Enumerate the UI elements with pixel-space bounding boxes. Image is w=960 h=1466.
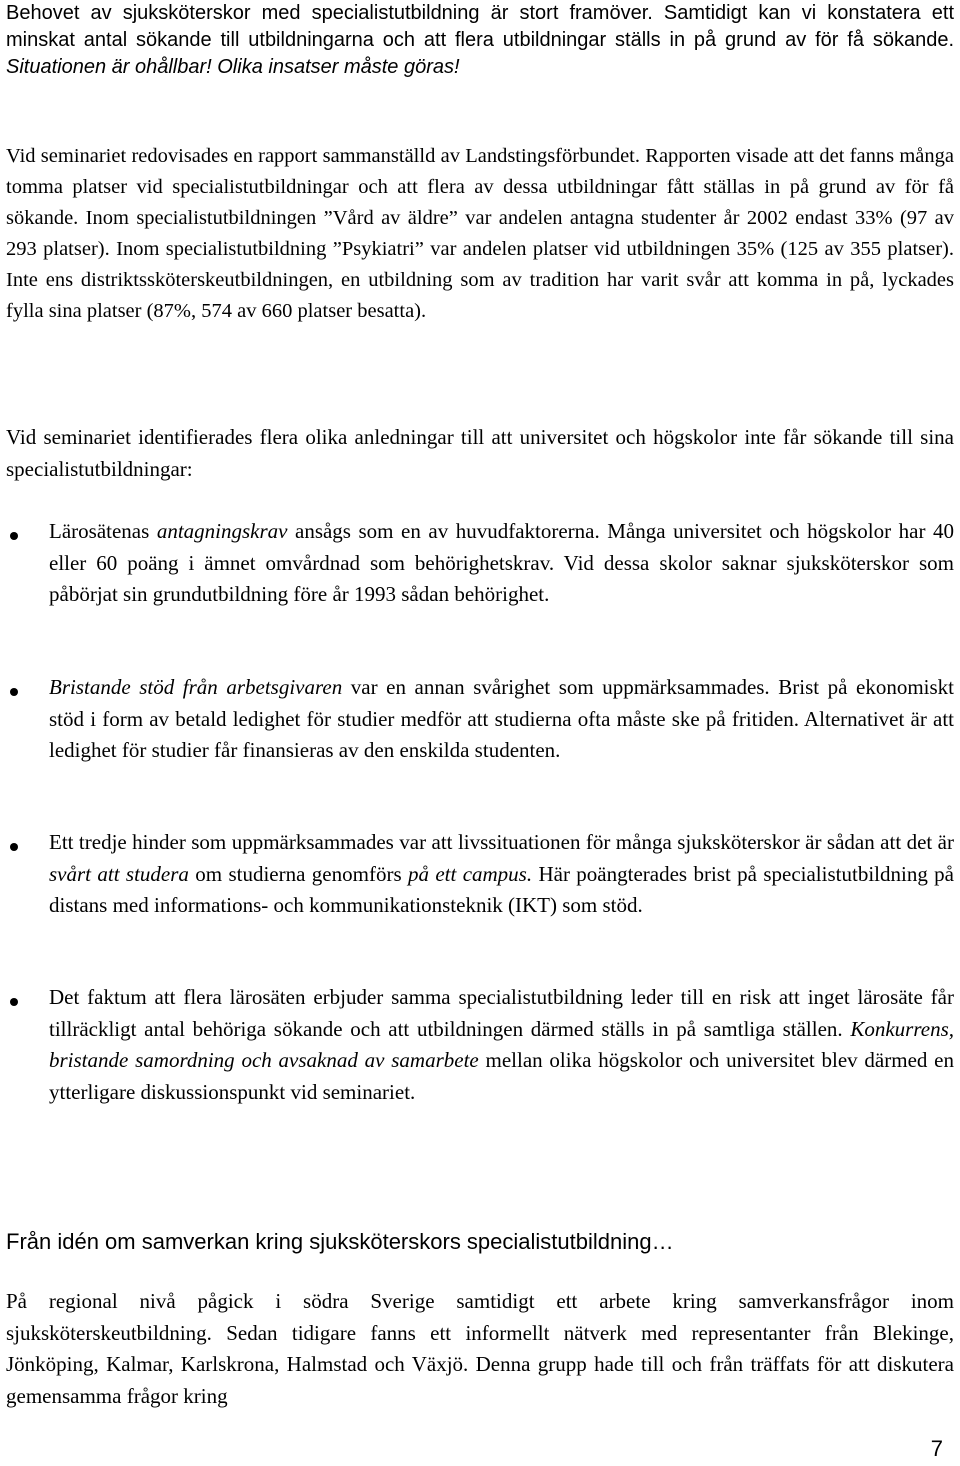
bullet-text: Det faktum att flera lärosäten erbjuder samma specialistutbildning leder till en risk att inget lärosäte får tillräckligt antal behöriga sökande och att utbildningen därmed ställs in på samtliga ställen. (49, 985, 954, 1041)
bullet-text: var en annan svårighet som uppmärksammades. Brist på ekonomiskt stöd i form av betald ledighet för studier medför att studierna ofta måste ske på fritiden. Alternativet är att ledighet för studier får finansieras av den enskilda studenten. (49, 675, 955, 762)
bullet-item-competition (49, 982, 954, 1108)
bullet-text: Här poängterades brist på specialistutbildning på distans med informations- och kommunikationsteknik (IKT) som stöd. (49, 861, 955, 917)
bullet-item-employer-support (49, 672, 954, 767)
bullet-emphasis: antagningskrav (156, 519, 288, 543)
bullet-dot (10, 688, 18, 696)
section-paragraph (6, 1286, 954, 1412)
bullet-item-admission (49, 516, 954, 611)
report-paragraph: Vid seminariet redovisades en rapport sammanställd av Landstingsförbundet. Rapporten visade att det fanns många tomma platser vid specialistutbildningar och att flera av dessa utbildningar fått ställas in på grund av för få sökande. Inom specialistutbildningen ”Vård av äldre” var andelen antagna studenter år 2002 endast 33% (97 av 293 platser). Inom specialistutbildning ”Psykiatri” var andelen platser vid utbildningen 35% (125 av 355 platser). Inte ens distriktssköterskeutbildningen, en utbildning som av tradition har varit svår att komma in på, lyckades fylla sina platser (87%, 574 av 660 platser besatta). (6, 145, 954, 322)
intro-emphasis: Situationen är ohållbar! Olika insatser måste göras! (6, 56, 460, 78)
intro-text: Behovet av sjuksköterskor med specialistutbildning är stort framöver. Samtidigt kan vi konstatera ett minskat antal sökande till utbildningarna och att flera utbildningar ställs in på grund av för få sökande. (6, 2, 954, 51)
bullet-item-life-situation (49, 827, 954, 922)
bullet-emphasis: svårt att studera (49, 861, 189, 886)
bullet-text: Lärosätenas (49, 519, 157, 543)
bullet-text: ansågs som en av huvudfaktorerna. Många universitet och högskolor har 40 eller 60 poäng i ämnet omvårdnad som behörighetskrav. Vid dessa skolor saknar sjuksköterskor som påbörjat sin grundutbildning före år 1993 sådan behörighet. (49, 519, 954, 606)
bullet-emphasis: Bristande stöd från arbetsgivaren (49, 675, 343, 699)
intro-paragraph (6, 0, 954, 81)
bullet-text: mellan olika högskolor och universitet blev därmed en ytterligare diskussionspunkt vid seminariet. (49, 1048, 955, 1104)
section-paragraph-text: På regional nivå pågick i södra Sverige samtidigt ett arbete kring samverkansfrågor inom sjuksköterskeutbildning. Sedan tidigare fanns ett informellt nätverk med representanter från Blekinge, Jönköping, Kalmar, Karlskrona, Halmstad och Växjö. Denna grupp hade till och från träffats för att diskutera gemensamma frågor kring (6, 1289, 954, 1408)
bullet-emphasis: på ett campus. (407, 861, 533, 886)
bullet-text: om studierna genomförs (188, 861, 408, 886)
bullet-dot (10, 843, 18, 851)
bullet-text: Ett tredje hinder som uppmärksammades var att livssituationen för många sjuksköterskor är sådan att det är (49, 830, 954, 854)
bullet-emphasis: Konkurrens, bristande samordning och avsaknad av samarbete (49, 1016, 954, 1072)
bullet-dot (10, 532, 18, 540)
section-heading: Från idén om samverkan kring sjuksköterskors specialistutbildning… (6, 1229, 674, 1254)
page-number: 7 (930, 1436, 943, 1461)
reasons-intro: Vid seminariet identifierades flera olika anledningar till att universitet och högskolor inte får sökande till sina specialistutbildningar: (6, 425, 954, 481)
bullet-dot (10, 998, 18, 1006)
